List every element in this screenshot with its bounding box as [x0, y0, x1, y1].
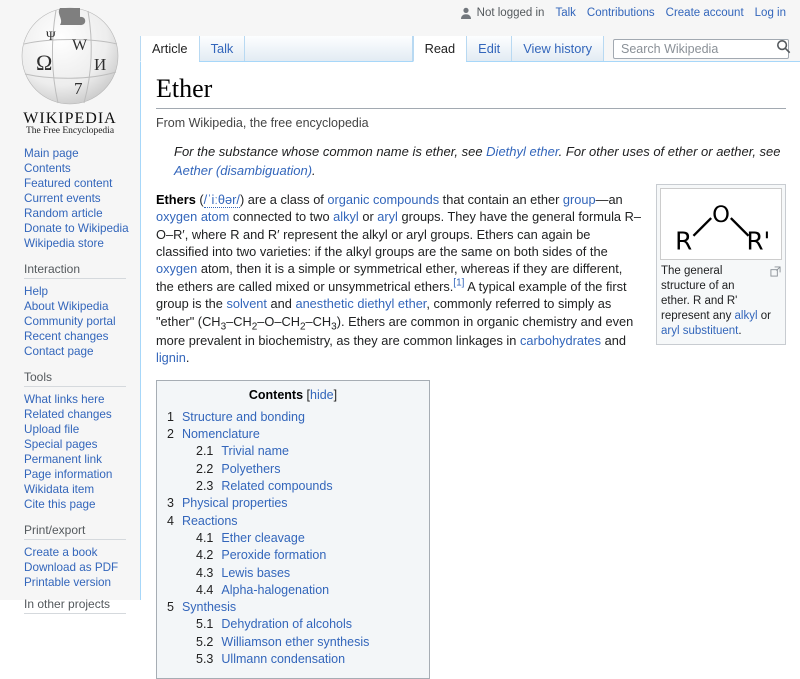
- personal-tools-bar: [460, 7, 786, 19]
- personal-tools-links: [555, 7, 786, 19]
- toc-item[interactable]: [167, 616, 419, 633]
- toc-item-link[interactable]: Reactions: [181, 513, 238, 528]
- tab-edit[interactable]: Edit: [466, 36, 511, 61]
- svg-text:Ψ: Ψ: [46, 28, 56, 43]
- sidebar-section-tools: [24, 370, 134, 512]
- toc-item-link[interactable]: Polyethers: [221, 461, 281, 476]
- toc-item-link[interactable]: Ether cleavage: [221, 530, 305, 545]
- search-zone: [604, 36, 800, 61]
- sidebar-heading-print-export: Print/export: [24, 523, 126, 540]
- reference-link[interactable]: [1]: [453, 277, 465, 289]
- ether-structure-image[interactable]: [660, 188, 782, 260]
- login-status-text: Not logged in: [476, 7, 545, 19]
- text-link[interactable]: solvent: [226, 296, 267, 312]
- structure-label-r: R: [675, 226, 693, 256]
- toc-title: Contents [hide]: [248, 387, 338, 402]
- text-link[interactable]: lignin: [156, 350, 186, 366]
- sidebar-link[interactable]: Featured content: [24, 177, 113, 190]
- user-icon: [460, 7, 472, 19]
- toc-item[interactable]: [167, 461, 419, 478]
- wikipedia-logo[interactable]: [0, 0, 140, 140]
- toc-item-number: 5: [167, 600, 174, 615]
- toc-item[interactable]: [167, 478, 419, 495]
- sidebar-link[interactable]: Random article: [24, 207, 103, 220]
- sidebar-link[interactable]: Related changes: [24, 408, 112, 421]
- toc-item[interactable]: [167, 513, 419, 530]
- tab-bar: [140, 36, 800, 61]
- toc-item-link[interactable]: Ullmann condensation: [221, 652, 346, 667]
- text-link[interactable]: group: [562, 191, 596, 207]
- structure-label-o: O: [712, 201, 730, 228]
- puzzle-globe-icon: [18, 6, 122, 106]
- toc-item-number: 5.3: [196, 652, 214, 667]
- toc-item-number: 2.2: [196, 461, 214, 476]
- toc-item-number: 1: [167, 409, 174, 424]
- sidebar-link[interactable]: Wikidata item: [24, 483, 95, 496]
- text-link[interactable]: carbohydrates: [519, 333, 602, 349]
- toc-item[interactable]: [167, 582, 419, 599]
- svg-text:7: 7: [74, 79, 83, 98]
- toc-list: [167, 409, 419, 668]
- text-link[interactable]: aryl: [377, 209, 398, 225]
- toc-item[interactable]: [167, 443, 419, 460]
- toc-item-link[interactable]: Williamson ether synthesis: [221, 634, 370, 649]
- toc-item-link[interactable]: Dehydration of alcohols: [221, 617, 353, 632]
- sidebar-heading-tools: Tools: [24, 370, 126, 387]
- sidebar-link[interactable]: Donate to Wikipedia: [24, 222, 129, 235]
- text-link[interactable]: Aether (disambiguation): [174, 162, 313, 178]
- sidebar-heading-other-projects: In other projects: [24, 597, 126, 614]
- toc-item-number: 3: [167, 496, 174, 511]
- sidebar-link[interactable]: Wikipedia store: [24, 237, 104, 250]
- table-of-contents: [156, 380, 430, 679]
- text-link[interactable]: oxygen: [156, 261, 198, 277]
- sidebar-link[interactable]: About Wikipedia: [24, 300, 109, 313]
- toc-item-number: 4: [167, 513, 174, 528]
- toc-item-number: 2.3: [196, 479, 214, 494]
- toc-hide-link[interactable]: hide: [310, 387, 334, 402]
- toc-item-link[interactable]: Nomenclature: [181, 427, 260, 442]
- sidebar-section-print-export: [24, 523, 134, 590]
- toc-item-link[interactable]: Alpha-halogenation: [221, 582, 330, 597]
- text-link[interactable]: organic compounds: [327, 191, 440, 207]
- sidebar-link[interactable]: Current events: [24, 192, 101, 205]
- text-link[interactable]: alkyl: [333, 209, 359, 225]
- lead-paragraph: Ethers (/ˈiːθər/) are a class of organic compounds that contain an ether group—an oxygen atom connected to two alkyl or aryl groups. They have the general formula R–O–R′, where R and R′ represent the alkyl or aryl groups. Ethers can again be classified into two varieties: if the alkyl groups are the same on both sides of the oxygen atom, then it is a simple or symmetrical ether, whereas if they are different, the ethers are called mixed or unsymmetrical ethers.[1] A typical example of the first group is the solvent and anesthetic diethyl ether, commonly referred to simply as "ether" $(CH_3-CH_2-O-CH_2-CH_3)$. Ethers are common in organic chemistry and even more prevalent in biochemistry, as they are common linkages in carbohydrates and lignin.: [156, 191, 641, 366]
- sidebar-link[interactable]: Special pages: [24, 438, 98, 451]
- sidebar-link[interactable]: Permanent link: [24, 453, 102, 466]
- toc-item-number: 2.1: [196, 444, 214, 459]
- wikipedia-wordmark: WIKIPEDIA: [23, 110, 117, 127]
- search-input[interactable]: [613, 39, 789, 59]
- sidebar-section-main: [24, 146, 134, 251]
- svg-text:W: W: [72, 37, 88, 54]
- sidebar-link[interactable]: Printable version: [24, 576, 112, 589]
- sidebar-link[interactable]: Page information: [24, 468, 113, 481]
- text-link[interactable]: aryl: [661, 324, 680, 337]
- toc-item-number: 2: [167, 427, 174, 442]
- toc-item[interactable]: [167, 530, 419, 547]
- toc-item-number: 5.1: [196, 617, 214, 632]
- text-link[interactable]: alkyl: [734, 309, 758, 322]
- text-link[interactable]: oxygen atom: [156, 209, 230, 225]
- toc-item-number: 5.2: [196, 634, 214, 649]
- text-link[interactable]: Diethyl ether: [486, 144, 559, 159]
- text-link[interactable]: anesthetic: [295, 296, 354, 312]
- toc-item-number: 4.2: [196, 548, 214, 563]
- hatnote: For the substance whose common name is ether, see Diethyl ether. For other uses of ether or aether, see Aether (disambiguation).: [174, 144, 781, 178]
- tab-talk[interactable]: Talk: [199, 36, 245, 61]
- wikipedia-tagline: The Free Encyclopedia: [25, 126, 115, 136]
- toc-item-link[interactable]: Lewis bases: [221, 565, 291, 580]
- sidebar-link[interactable]: Contents: [24, 162, 71, 175]
- sidebar-section-interaction: [24, 262, 134, 359]
- sidebar: [0, 0, 140, 611]
- toc-item-link[interactable]: Trivial name: [221, 444, 289, 459]
- personal-tools-link[interactable]: Log in: [754, 7, 786, 19]
- sidebar-link[interactable]: Contact page: [24, 345, 94, 358]
- toc-item[interactable]: [167, 409, 419, 426]
- sidebar-section-other-projects: [24, 597, 134, 614]
- sidebar-link[interactable]: Download as PDF: [24, 561, 119, 574]
- personal-tools-link[interactable]: Talk: [555, 7, 576, 19]
- article-content: [140, 61, 800, 667]
- toc-item[interactable]: [167, 426, 419, 443]
- sidebar-link[interactable]: Community portal: [24, 315, 116, 328]
- page-header: [140, 0, 800, 61]
- site-subtitle: From Wikipedia, the free encyclopedia: [156, 116, 369, 130]
- sidebar-nav: [0, 140, 140, 614]
- text-link[interactable]: substituent: [682, 324, 739, 337]
- sidebar-link[interactable]: Recent changes: [24, 330, 109, 343]
- toc-item-link[interactable]: Related compounds: [221, 479, 333, 494]
- sidebar-link[interactable]: Upload file: [24, 423, 80, 436]
- search-icon[interactable]: [776, 39, 791, 54]
- tab-article[interactable]: Article: [140, 36, 199, 62]
- toc-item-number: 4.3: [196, 565, 214, 580]
- personal-tools-link[interactable]: Create account: [665, 7, 744, 19]
- text-link[interactable]: diethyl ether: [357, 296, 427, 312]
- toc-item-link[interactable]: Physical properties: [181, 496, 288, 511]
- enlarge-icon[interactable]: [770, 266, 781, 282]
- structure-label-r-prime: R': [746, 226, 771, 256]
- svg-text:И: И: [94, 55, 107, 74]
- toc-item[interactable]: [167, 495, 419, 512]
- personal-tools-link[interactable]: Contributions: [586, 7, 655, 19]
- sidebar-link[interactable]: Help: [24, 285, 49, 298]
- infobox-thumbnail: [656, 184, 786, 345]
- tab-read[interactable]: Read: [413, 36, 467, 62]
- toc-item[interactable]: [167, 565, 419, 582]
- toc-item-number: 4.1: [196, 530, 214, 545]
- toc-item-number: 4.4: [196, 582, 214, 597]
- toc-item[interactable]: [167, 547, 419, 564]
- sidebar-link[interactable]: Cite this page: [24, 498, 96, 511]
- toc-item[interactable]: [167, 634, 419, 651]
- toc-item-link[interactable]: Synthesis: [181, 600, 237, 615]
- toc-item-link[interactable]: Structure and bonding: [181, 409, 305, 424]
- toc-item-link[interactable]: Peroxide formation: [221, 548, 327, 563]
- toc-item[interactable]: [167, 599, 419, 616]
- sidebar-link[interactable]: Main page: [24, 147, 79, 160]
- ipa-pronunciation-link[interactable]: /ˈiːθər/: [203, 191, 240, 207]
- tab-bar-spacer: [244, 36, 412, 61]
- svg-text:Ω: Ω: [36, 50, 53, 75]
- page-title: Ether: [156, 74, 786, 109]
- sidebar-heading-interaction: Interaction: [24, 262, 126, 279]
- sidebar-link[interactable]: What links here: [24, 393, 105, 406]
- infobox-caption: The general structure of an ether. R and R' represent any alkyl or aryl substituent.: [660, 260, 782, 341]
- sidebar-link[interactable]: Create a book: [24, 546, 98, 559]
- toc-item[interactable]: [167, 651, 419, 668]
- tab-view-history[interactable]: View history: [511, 36, 604, 61]
